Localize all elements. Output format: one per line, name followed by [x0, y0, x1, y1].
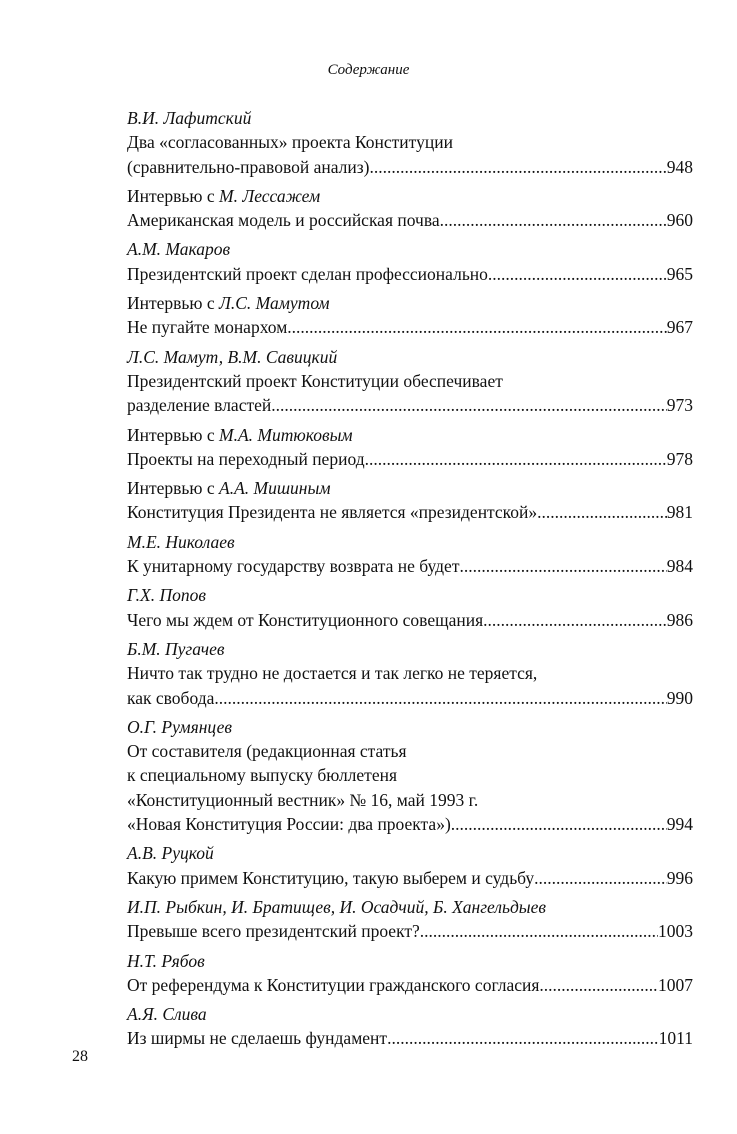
toc-author: Г.Х. Попов — [127, 585, 206, 606]
dot-leader — [420, 919, 658, 943]
toc-page-number: 1003 — [658, 921, 693, 942]
toc-title: Президентский проект сделан профессионально — [127, 263, 488, 284]
toc-title: Конституция Президента не является «президентской» — [127, 502, 538, 523]
toc-title: как свобода — [127, 687, 215, 708]
toc-entry — [127, 895, 693, 944]
toc-author-line — [127, 237, 693, 261]
toc-page-number: 948 — [666, 156, 693, 177]
toc-entry — [127, 530, 693, 579]
toc-author-line — [127, 106, 693, 130]
toc-page-number: 960 — [666, 210, 693, 231]
toc-page-number: 1007 — [658, 974, 693, 995]
toc-page-number: 1011 — [658, 1028, 693, 1049]
toc-author: О.Г. Румянцев — [127, 716, 232, 737]
toc-prefix: Интервью с — [127, 293, 220, 314]
toc-entry — [127, 583, 693, 632]
dot-leader — [483, 608, 667, 632]
toc-author: М.А. Митюковым — [219, 424, 353, 445]
toc-entry — [127, 1002, 693, 1051]
toc-author: А.М. Макаров — [127, 239, 231, 260]
toc-entry — [127, 184, 693, 233]
toc-entry — [127, 715, 693, 836]
toc-title: Не пугайте монархом — [127, 317, 288, 338]
toc-page-number: 978 — [666, 448, 693, 469]
toc-author-line — [127, 476, 693, 500]
toc-author: Л.С. Мамут, В.М. Савицкий — [127, 346, 338, 367]
toc-title: (сравнительно-правовой анализ) — [127, 156, 370, 177]
toc-entry — [127, 345, 693, 418]
toc-title: «Новая Конституция России: два проекта») — [127, 814, 451, 835]
toc-title: Из ширмы не сделаешь фундамент — [127, 1028, 388, 1049]
dot-leader — [537, 500, 667, 524]
toc-page-number: 984 — [666, 556, 693, 577]
toc-page-number: 973 — [666, 395, 693, 416]
toc-title: Какую примем Конституцию, такую выберем и судьбу — [127, 867, 535, 888]
toc-title: Чего мы ждем от Конституционного совещания — [127, 609, 484, 630]
toc-author-line — [127, 345, 693, 369]
toc-entry — [127, 423, 693, 472]
toc-title-line: От составителя (редакционная статья — [127, 741, 407, 762]
toc-author: М.Е. Николаев — [127, 531, 235, 552]
toc-author-line — [127, 895, 693, 919]
toc-entry — [127, 106, 693, 179]
dot-leader — [387, 1026, 659, 1050]
toc-author-line — [127, 715, 693, 739]
dot-leader — [271, 393, 667, 417]
toc-prefix: Интервью с — [127, 185, 220, 206]
toc-page-number: 981 — [666, 502, 693, 523]
toc-title-last-line — [127, 973, 693, 997]
toc-title: Проекты на переходный период — [127, 448, 365, 469]
toc-entry — [127, 841, 693, 890]
toc-title: К унитарному государству возврата не будет — [127, 556, 460, 577]
dot-leader — [534, 866, 667, 890]
dot-leader — [287, 315, 666, 339]
toc-author: Б.М. Пугачев — [127, 638, 225, 659]
toc-author: Л.С. Мамутом — [219, 293, 330, 314]
toc-title-line: Ничто так трудно не достается и так легко не теряется, — [127, 663, 538, 684]
toc-title-last-line — [127, 208, 693, 232]
dot-leader — [539, 973, 658, 997]
toc-entry — [127, 237, 693, 286]
toc-title-last-line — [127, 686, 693, 710]
toc-author-line — [127, 637, 693, 661]
toc-title-last-line — [127, 447, 693, 471]
toc-title-line: Два «согласованных» проекта Конституции — [127, 132, 453, 153]
toc-page-number: 994 — [666, 814, 693, 835]
toc-author-line — [127, 423, 693, 447]
toc-author-line — [127, 184, 693, 208]
toc-author: А.Я. Слива — [127, 1004, 207, 1025]
toc-page-number: 967 — [666, 317, 693, 338]
page-number: 28 — [72, 1048, 88, 1065]
toc-entry — [127, 291, 693, 340]
toc-title-line: «Конституционный вестник» № 16, май 1993 г. — [127, 789, 479, 810]
toc-author: В.И. Лафитский — [127, 108, 252, 128]
toc-author: А.А. Мишиным — [219, 478, 331, 499]
toc-title-line: Президентский проект Конституции обеспечивает — [127, 370, 503, 391]
toc-author: И.П. Рыбкин, И. Братищев, И. Осадчий, Б. Хангельдыев — [127, 896, 547, 917]
toc-author-line — [127, 841, 693, 865]
toc-title-last-line — [127, 500, 693, 524]
toc-title-last-line — [127, 393, 693, 417]
toc-author-line — [127, 583, 693, 607]
table-of-contents — [127, 106, 693, 1056]
dot-leader — [214, 686, 666, 710]
toc-title-last-line — [127, 608, 693, 632]
toc-page-number: 996 — [666, 867, 693, 888]
page-header: Содержание — [327, 62, 410, 78]
toc-entry — [127, 637, 693, 710]
toc-title: От референдума к Конституции гражданского согласия — [127, 974, 540, 995]
dot-leader — [440, 208, 667, 232]
toc-title-last-line — [127, 812, 693, 836]
toc-title-last-line — [127, 315, 693, 339]
dot-leader — [488, 262, 667, 286]
toc-author-line — [127, 530, 693, 554]
toc-title-last-line — [127, 1026, 693, 1050]
toc-page-number: 990 — [666, 687, 693, 708]
toc-page-number: 965 — [666, 263, 693, 284]
toc-title-last-line — [127, 866, 693, 890]
toc-entry — [127, 949, 693, 998]
dot-leader — [369, 155, 666, 179]
toc-author-line — [127, 1002, 693, 1026]
toc-title-last-line — [127, 919, 693, 943]
toc-title-last-line — [127, 155, 693, 179]
toc-author: Н.Т. Рябов — [127, 950, 205, 971]
toc-title: Американская модель и российская почва — [127, 210, 440, 231]
toc-prefix: Интервью с — [127, 424, 220, 445]
toc-author: А.В. Руцкой — [127, 843, 214, 864]
toc-title: разделение властей — [127, 395, 272, 416]
toc-author-line — [127, 291, 693, 315]
toc-page-number: 986 — [666, 609, 693, 630]
toc-prefix: Интервью с — [127, 478, 220, 499]
toc-title-last-line — [127, 262, 693, 286]
dot-leader — [459, 554, 666, 578]
toc-entry — [127, 476, 693, 525]
toc-title-last-line — [127, 554, 693, 578]
toc-title: Превыше всего президентский проект? — [127, 921, 420, 942]
toc-title-line: к специальному выпуску бюллетеня — [127, 765, 398, 786]
dot-leader — [365, 447, 667, 471]
toc-author-line — [127, 949, 693, 973]
toc-author: М. Лессажем — [219, 185, 321, 206]
dot-leader — [451, 812, 667, 836]
